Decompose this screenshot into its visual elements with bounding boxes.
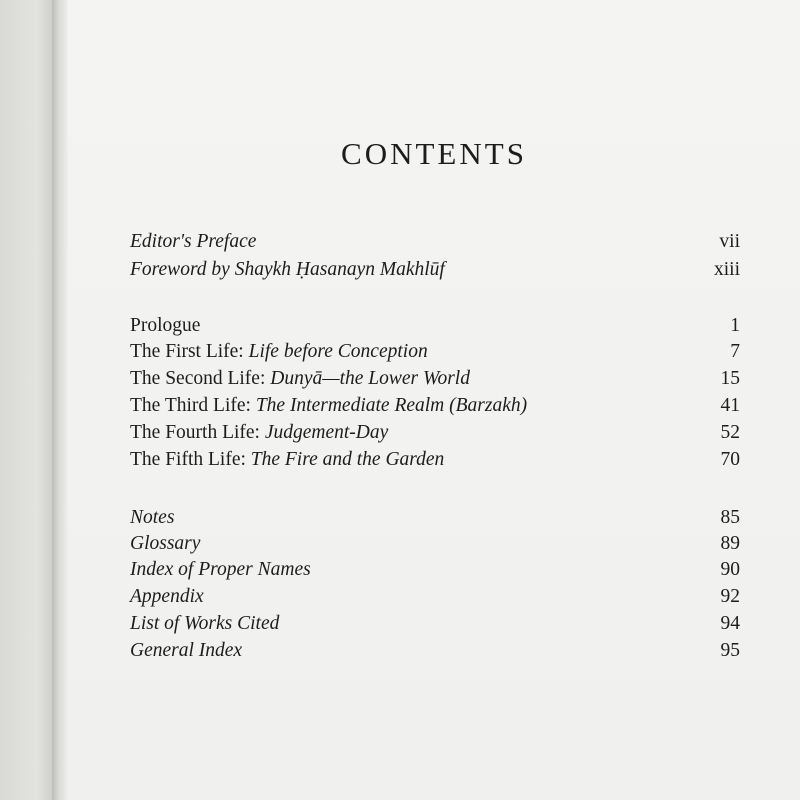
- toc-entry-label: Index of Proper Names: [130, 559, 311, 580]
- toc-entry-appendix: [130, 584, 740, 610]
- toc-entry-label: List of Works Cited: [130, 613, 280, 634]
- book-gutter: [52, 0, 68, 800]
- toc-page-number: 94: [720, 613, 740, 634]
- toc-entry-label: Editor's Preface: [130, 231, 257, 252]
- toc-entry-fifth-life: [130, 447, 740, 473]
- toc-entry-label: Foreword by Shaykh Ḥasanayn Makhlūf: [130, 259, 445, 280]
- toc-entry-index-proper-names: [130, 557, 740, 583]
- toc-page-number: 95: [720, 640, 740, 661]
- toc-entry-label: Notes: [130, 507, 175, 528]
- toc-page-number: 85: [720, 507, 740, 528]
- toc-page-number: 15: [720, 368, 740, 389]
- toc-entry-general-index: [130, 638, 740, 664]
- toc-entry-foreword: [130, 257, 740, 283]
- toc-entry-label: Prologue: [130, 315, 201, 336]
- toc-page-number: 7: [730, 341, 740, 362]
- toc-entry-label: Appendix: [130, 586, 204, 607]
- toc-entry-label: Glossary: [130, 533, 201, 554]
- toc-page-number: 52: [720, 422, 740, 443]
- toc-entry-second-life: [130, 366, 740, 392]
- toc-entry-editors-preface: [130, 229, 740, 255]
- toc-page-number: 90: [720, 559, 740, 580]
- toc-entry-label: The Third Life: The Intermediate Realm (Barzakh): [130, 395, 528, 416]
- toc-entry-prologue: [130, 313, 740, 339]
- toc-entry-label: The First Life: Life before Conception: [130, 341, 428, 362]
- toc-page-number: 1: [730, 315, 740, 336]
- toc-entry-third-life: [130, 393, 740, 419]
- toc-entry-label: The Second Life: Dunyā—the Lower World: [130, 368, 470, 389]
- toc-entry-label: General Index: [130, 640, 243, 661]
- contents-heading: CONTENTS: [341, 136, 527, 171]
- toc-entry-fourth-life: [130, 420, 740, 446]
- book-binding-edge: [0, 0, 52, 800]
- toc-page-number: 89: [720, 533, 740, 554]
- toc-page-number: 41: [720, 395, 740, 416]
- toc-entry-notes: [130, 505, 740, 531]
- toc-page-number: xiii: [713, 259, 740, 280]
- toc-entry-label: The Fifth Life: The Fire and the Garden: [130, 449, 445, 470]
- toc-page-number: 92: [720, 586, 740, 607]
- toc-page-number: 70: [720, 449, 740, 470]
- toc-entry-glossary: [130, 531, 740, 557]
- toc-entry-first-life: [130, 339, 740, 365]
- book-page: [68, 0, 800, 800]
- toc-entry-label: The Fourth Life: Judgement-Day: [130, 422, 389, 443]
- toc-page-number: vii: [719, 231, 740, 252]
- toc-entry-works-cited: [130, 611, 740, 637]
